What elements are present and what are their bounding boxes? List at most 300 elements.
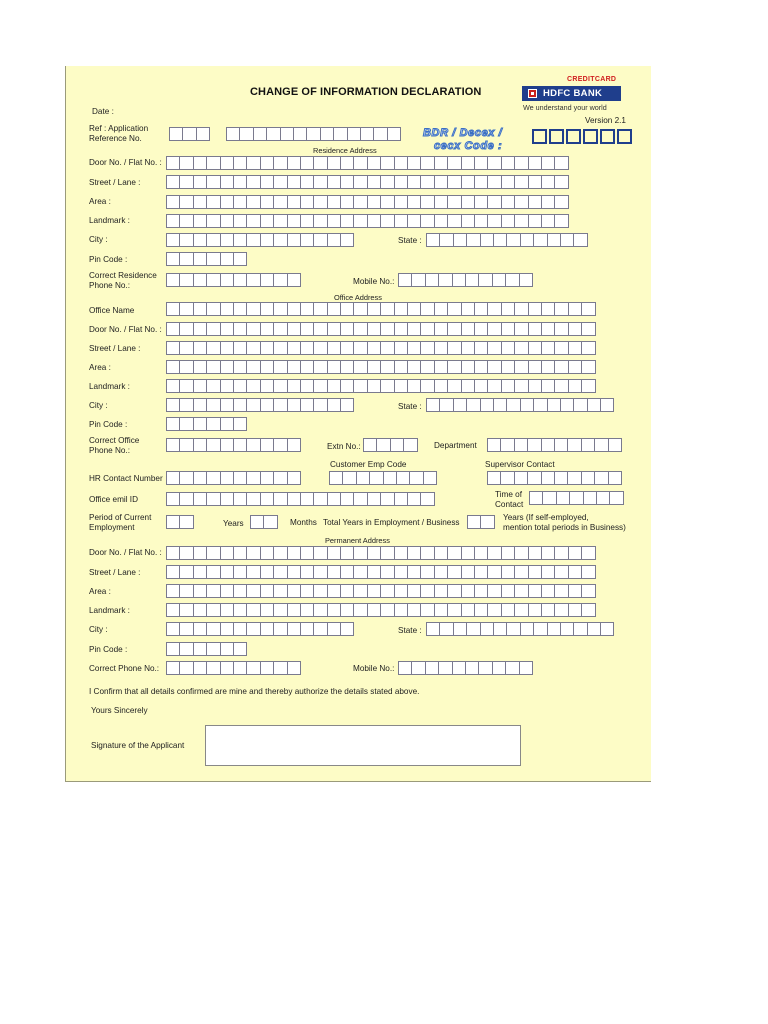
- char-box[interactable]: [420, 584, 434, 598]
- char-box[interactable]: [206, 661, 220, 675]
- char-box[interactable]: [246, 471, 260, 485]
- char-box[interactable]: [487, 156, 501, 170]
- char-box[interactable]: [554, 546, 568, 560]
- char-box[interactable]: [541, 322, 555, 336]
- char-box[interactable]: [246, 622, 260, 636]
- char-box[interactable]: [501, 584, 515, 598]
- char-box[interactable]: [233, 603, 247, 617]
- char-box[interactable]: [493, 622, 507, 636]
- char-box[interactable]: [287, 302, 301, 316]
- char-box[interactable]: [220, 546, 234, 560]
- char-box[interactable]: [453, 398, 467, 412]
- char-box[interactable]: [474, 360, 488, 374]
- char-box[interactable]: [233, 233, 247, 247]
- char-box[interactable]: [193, 252, 207, 266]
- char-box[interactable]: [394, 156, 408, 170]
- char-box[interactable]: [466, 622, 480, 636]
- char-box[interactable]: [514, 341, 528, 355]
- char-box[interactable]: [514, 360, 528, 374]
- char-box[interactable]: [407, 603, 421, 617]
- char-box[interactable]: [367, 565, 381, 579]
- char-box[interactable]: [300, 398, 314, 412]
- char-box[interactable]: [300, 341, 314, 355]
- char-box[interactable]: [327, 492, 341, 506]
- res-city-boxes[interactable]: [166, 233, 353, 247]
- char-box[interactable]: [474, 302, 488, 316]
- char-box[interactable]: [353, 379, 367, 393]
- char-box[interactable]: [528, 175, 542, 189]
- char-box[interactable]: [166, 661, 180, 675]
- char-box[interactable]: [179, 341, 193, 355]
- char-box[interactable]: [313, 341, 327, 355]
- char-box[interactable]: [206, 302, 220, 316]
- char-box[interactable]: [320, 127, 334, 141]
- char-box[interactable]: [447, 565, 461, 579]
- char-box[interactable]: [528, 584, 542, 598]
- char-box[interactable]: [541, 379, 555, 393]
- char-box[interactable]: [166, 214, 180, 228]
- char-box[interactable]: [340, 492, 354, 506]
- char-box[interactable]: [340, 214, 354, 228]
- char-box[interactable]: [434, 156, 448, 170]
- char-box[interactable]: [453, 233, 467, 247]
- char-box[interactable]: [617, 129, 632, 144]
- char-box[interactable]: [514, 438, 528, 452]
- char-box[interactable]: [394, 584, 408, 598]
- char-box[interactable]: [434, 379, 448, 393]
- char-box[interactable]: [528, 360, 542, 374]
- char-box[interactable]: [447, 214, 461, 228]
- char-box[interactable]: [166, 546, 180, 560]
- char-box[interactable]: [327, 214, 341, 228]
- char-box[interactable]: [179, 252, 193, 266]
- char-box[interactable]: [313, 195, 327, 209]
- char-box[interactable]: [193, 471, 207, 485]
- char-box[interactable]: [353, 492, 367, 506]
- char-box[interactable]: [407, 302, 421, 316]
- char-box[interactable]: [193, 438, 207, 452]
- perm-street-boxes[interactable]: [166, 565, 595, 579]
- char-box[interactable]: [166, 252, 180, 266]
- char-box[interactable]: [233, 156, 247, 170]
- char-box[interactable]: [452, 273, 466, 287]
- char-box[interactable]: [554, 214, 568, 228]
- char-box[interactable]: [373, 127, 387, 141]
- char-box[interactable]: [528, 603, 542, 617]
- char-box[interactable]: [474, 603, 488, 617]
- char-box[interactable]: [501, 546, 515, 560]
- char-box[interactable]: [340, 379, 354, 393]
- char-box[interactable]: [447, 341, 461, 355]
- signature-box[interactable]: [205, 725, 521, 766]
- char-box[interactable]: [179, 273, 193, 287]
- char-box[interactable]: [394, 603, 408, 617]
- ref-boxes-a[interactable]: [169, 127, 209, 141]
- char-box[interactable]: [300, 360, 314, 374]
- char-box[interactable]: [447, 322, 461, 336]
- char-box[interactable]: [438, 661, 452, 675]
- char-box[interactable]: [273, 622, 287, 636]
- char-box[interactable]: [447, 546, 461, 560]
- perm-mobile-boxes[interactable]: [398, 661, 532, 675]
- char-box[interactable]: [461, 195, 475, 209]
- char-box[interactable]: [193, 273, 207, 287]
- char-box[interactable]: [505, 273, 519, 287]
- char-box[interactable]: [313, 360, 327, 374]
- char-box[interactable]: [501, 379, 515, 393]
- char-box[interactable]: [300, 156, 314, 170]
- char-box[interactable]: [220, 379, 234, 393]
- char-box[interactable]: [246, 398, 260, 412]
- char-box[interactable]: [583, 129, 598, 144]
- char-box[interactable]: [313, 214, 327, 228]
- char-box[interactable]: [246, 233, 260, 247]
- char-box[interactable]: [166, 322, 180, 336]
- char-box[interactable]: [568, 584, 582, 598]
- char-box[interactable]: [426, 398, 440, 412]
- char-box[interactable]: [487, 341, 501, 355]
- char-box[interactable]: [407, 546, 421, 560]
- char-box[interactable]: [487, 175, 501, 189]
- char-box[interactable]: [420, 492, 434, 506]
- char-box[interactable]: [206, 584, 220, 598]
- char-box[interactable]: [474, 379, 488, 393]
- char-box[interactable]: [233, 642, 247, 656]
- supervisor-boxes[interactable]: [487, 471, 621, 485]
- char-box[interactable]: [260, 273, 274, 287]
- char-box[interactable]: [206, 622, 220, 636]
- char-box[interactable]: [407, 322, 421, 336]
- char-box[interactable]: [193, 156, 207, 170]
- char-box[interactable]: [420, 195, 434, 209]
- char-box[interactable]: [541, 471, 555, 485]
- char-box[interactable]: [327, 233, 341, 247]
- char-box[interactable]: [179, 642, 193, 656]
- char-box[interactable]: [514, 546, 528, 560]
- char-box[interactable]: [541, 603, 555, 617]
- char-box[interactable]: [353, 360, 367, 374]
- char-box[interactable]: [492, 273, 506, 287]
- char-box[interactable]: [367, 322, 381, 336]
- off-street-boxes[interactable]: [166, 341, 595, 355]
- char-box[interactable]: [367, 302, 381, 316]
- char-box[interactable]: [273, 584, 287, 598]
- char-box[interactable]: [407, 214, 421, 228]
- perm-city-boxes[interactable]: [166, 622, 353, 636]
- char-box[interactable]: [554, 603, 568, 617]
- char-box[interactable]: [193, 341, 207, 355]
- char-box[interactable]: [407, 584, 421, 598]
- char-box[interactable]: [480, 398, 494, 412]
- char-box[interactable]: [608, 471, 622, 485]
- char-box[interactable]: [273, 471, 287, 485]
- char-box[interactable]: [313, 565, 327, 579]
- char-box[interactable]: [514, 156, 528, 170]
- char-box[interactable]: [260, 379, 274, 393]
- char-box[interactable]: [549, 129, 564, 144]
- char-box[interactable]: [380, 492, 394, 506]
- char-box[interactable]: [179, 214, 193, 228]
- char-box[interactable]: [547, 622, 561, 636]
- char-box[interactable]: [253, 127, 267, 141]
- char-box[interactable]: [353, 546, 367, 560]
- char-box[interactable]: [220, 233, 234, 247]
- char-box[interactable]: [547, 233, 561, 247]
- char-box[interactable]: [353, 214, 367, 228]
- char-box[interactable]: [487, 195, 501, 209]
- char-box[interactable]: [514, 379, 528, 393]
- char-box[interactable]: [519, 661, 533, 675]
- char-box[interactable]: [179, 233, 193, 247]
- char-box[interactable]: [246, 584, 260, 598]
- char-box[interactable]: [439, 233, 453, 247]
- char-box[interactable]: [193, 322, 207, 336]
- char-box[interactable]: [327, 156, 341, 170]
- char-box[interactable]: [541, 156, 555, 170]
- char-box[interactable]: [342, 471, 356, 485]
- char-box[interactable]: [541, 175, 555, 189]
- char-box[interactable]: [340, 195, 354, 209]
- char-box[interactable]: [474, 565, 488, 579]
- char-box[interactable]: [246, 379, 260, 393]
- char-box[interactable]: [287, 175, 301, 189]
- char-box[interactable]: [380, 214, 394, 228]
- bdr-code-boxes[interactable]: [532, 129, 634, 144]
- char-box[interactable]: [394, 214, 408, 228]
- char-box[interactable]: [300, 322, 314, 336]
- char-box[interactable]: [447, 195, 461, 209]
- char-box[interactable]: [423, 471, 437, 485]
- char-box[interactable]: [353, 302, 367, 316]
- char-box[interactable]: [447, 360, 461, 374]
- char-box[interactable]: [407, 360, 421, 374]
- char-box[interactable]: [396, 471, 410, 485]
- ext-boxes[interactable]: [363, 438, 417, 452]
- perm-state-boxes[interactable]: [426, 622, 613, 636]
- char-box[interactable]: [179, 398, 193, 412]
- char-box[interactable]: [425, 661, 439, 675]
- char-box[interactable]: [340, 175, 354, 189]
- char-box[interactable]: [340, 341, 354, 355]
- char-box[interactable]: [466, 398, 480, 412]
- char-box[interactable]: [273, 214, 287, 228]
- char-box[interactable]: [434, 546, 448, 560]
- char-box[interactable]: [287, 360, 301, 374]
- emp-code-boxes[interactable]: [329, 471, 436, 485]
- char-box[interactable]: [420, 175, 434, 189]
- char-box[interactable]: [480, 515, 494, 529]
- char-box[interactable]: [206, 341, 220, 355]
- char-box[interactable]: [169, 127, 183, 141]
- char-box[interactable]: [166, 341, 180, 355]
- char-box[interactable]: [594, 438, 608, 452]
- char-box[interactable]: [367, 546, 381, 560]
- char-box[interactable]: [166, 302, 180, 316]
- char-box[interactable]: [367, 156, 381, 170]
- char-box[interactable]: [263, 515, 277, 529]
- char-box[interactable]: [206, 492, 220, 506]
- char-box[interactable]: [461, 175, 475, 189]
- char-box[interactable]: [287, 438, 301, 452]
- char-box[interactable]: [340, 360, 354, 374]
- char-box[interactable]: [407, 156, 421, 170]
- char-box[interactable]: [367, 603, 381, 617]
- perm-landmark-boxes[interactable]: [166, 603, 595, 617]
- char-box[interactable]: [340, 584, 354, 598]
- char-box[interactable]: [273, 546, 287, 560]
- char-box[interactable]: [487, 603, 501, 617]
- char-box[interactable]: [394, 195, 408, 209]
- char-box[interactable]: [367, 214, 381, 228]
- char-box[interactable]: [327, 360, 341, 374]
- char-box[interactable]: [246, 273, 260, 287]
- char-box[interactable]: [527, 471, 541, 485]
- char-box[interactable]: [300, 622, 314, 636]
- char-box[interactable]: [179, 360, 193, 374]
- char-box[interactable]: [273, 273, 287, 287]
- char-box[interactable]: [541, 195, 555, 209]
- char-box[interactable]: [554, 565, 568, 579]
- char-box[interactable]: [273, 156, 287, 170]
- char-box[interactable]: [327, 195, 341, 209]
- char-box[interactable]: [273, 438, 287, 452]
- char-box[interactable]: [587, 398, 601, 412]
- char-box[interactable]: [340, 322, 354, 336]
- char-box[interactable]: [273, 302, 287, 316]
- char-box[interactable]: [220, 322, 234, 336]
- char-box[interactable]: [528, 379, 542, 393]
- char-box[interactable]: [206, 438, 220, 452]
- char-box[interactable]: [313, 379, 327, 393]
- char-box[interactable]: [505, 661, 519, 675]
- char-box[interactable]: [179, 661, 193, 675]
- char-box[interactable]: [287, 379, 301, 393]
- char-box[interactable]: [260, 360, 274, 374]
- char-box[interactable]: [179, 471, 193, 485]
- char-box[interactable]: [600, 129, 615, 144]
- char-box[interactable]: [179, 322, 193, 336]
- char-box[interactable]: [420, 360, 434, 374]
- char-box[interactable]: [461, 341, 475, 355]
- char-box[interactable]: [600, 622, 614, 636]
- char-box[interactable]: [528, 341, 542, 355]
- char-box[interactable]: [560, 398, 574, 412]
- char-box[interactable]: [439, 622, 453, 636]
- char-box[interactable]: [306, 127, 320, 141]
- char-box[interactable]: [327, 379, 341, 393]
- char-box[interactable]: [420, 546, 434, 560]
- char-box[interactable]: [246, 175, 260, 189]
- char-box[interactable]: [233, 273, 247, 287]
- res-street-boxes[interactable]: [166, 175, 568, 189]
- char-box[interactable]: [554, 322, 568, 336]
- char-box[interactable]: [250, 515, 264, 529]
- char-box[interactable]: [166, 379, 180, 393]
- char-box[interactable]: [166, 233, 180, 247]
- char-box[interactable]: [380, 341, 394, 355]
- char-box[interactable]: [220, 661, 234, 675]
- char-box[interactable]: [340, 156, 354, 170]
- char-box[interactable]: [569, 491, 583, 505]
- char-box[interactable]: [287, 156, 301, 170]
- char-box[interactable]: [420, 565, 434, 579]
- char-box[interactable]: [233, 438, 247, 452]
- char-box[interactable]: [581, 341, 595, 355]
- char-box[interactable]: [220, 360, 234, 374]
- char-box[interactable]: [193, 417, 207, 431]
- char-box[interactable]: [596, 491, 610, 505]
- char-box[interactable]: [360, 127, 374, 141]
- char-box[interactable]: [500, 471, 514, 485]
- char-box[interactable]: [340, 233, 354, 247]
- char-box[interactable]: [554, 302, 568, 316]
- char-box[interactable]: [541, 438, 555, 452]
- char-box[interactable]: [233, 398, 247, 412]
- char-box[interactable]: [532, 129, 547, 144]
- char-box[interactable]: [367, 584, 381, 598]
- char-box[interactable]: [300, 492, 314, 506]
- char-box[interactable]: [246, 214, 260, 228]
- char-box[interactable]: [206, 398, 220, 412]
- char-box[interactable]: [233, 379, 247, 393]
- char-box[interactable]: [568, 379, 582, 393]
- char-box[interactable]: [520, 398, 534, 412]
- char-box[interactable]: [394, 379, 408, 393]
- char-box[interactable]: [398, 661, 412, 675]
- res-landmark-boxes[interactable]: [166, 214, 568, 228]
- char-box[interactable]: [179, 515, 193, 529]
- char-box[interactable]: [287, 341, 301, 355]
- char-box[interactable]: [193, 584, 207, 598]
- char-box[interactable]: [367, 175, 381, 189]
- char-box[interactable]: [179, 156, 193, 170]
- char-box[interactable]: [519, 273, 533, 287]
- char-box[interactable]: [233, 302, 247, 316]
- char-box[interactable]: [273, 175, 287, 189]
- char-box[interactable]: [394, 322, 408, 336]
- char-box[interactable]: [501, 175, 515, 189]
- char-box[interactable]: [480, 622, 494, 636]
- char-box[interactable]: [206, 195, 220, 209]
- char-box[interactable]: [367, 195, 381, 209]
- char-box[interactable]: [434, 584, 448, 598]
- char-box[interactable]: [425, 273, 439, 287]
- char-box[interactable]: [573, 233, 587, 247]
- char-box[interactable]: [273, 360, 287, 374]
- char-box[interactable]: [293, 127, 307, 141]
- char-box[interactable]: [407, 175, 421, 189]
- char-box[interactable]: [452, 661, 466, 675]
- char-box[interactable]: [300, 584, 314, 598]
- hr-contact-boxes[interactable]: [166, 471, 300, 485]
- char-box[interactable]: [380, 379, 394, 393]
- char-box[interactable]: [166, 417, 180, 431]
- char-box[interactable]: [434, 565, 448, 579]
- char-box[interactable]: [487, 438, 501, 452]
- char-box[interactable]: [340, 622, 354, 636]
- off-city-boxes[interactable]: [166, 398, 353, 412]
- char-box[interactable]: [556, 491, 570, 505]
- char-box[interactable]: [426, 233, 440, 247]
- char-box[interactable]: [568, 546, 582, 560]
- char-box[interactable]: [226, 127, 240, 141]
- char-box[interactable]: [233, 195, 247, 209]
- char-box[interactable]: [581, 322, 595, 336]
- char-box[interactable]: [196, 127, 210, 141]
- char-box[interactable]: [220, 175, 234, 189]
- char-box[interactable]: [608, 438, 622, 452]
- char-box[interactable]: [233, 341, 247, 355]
